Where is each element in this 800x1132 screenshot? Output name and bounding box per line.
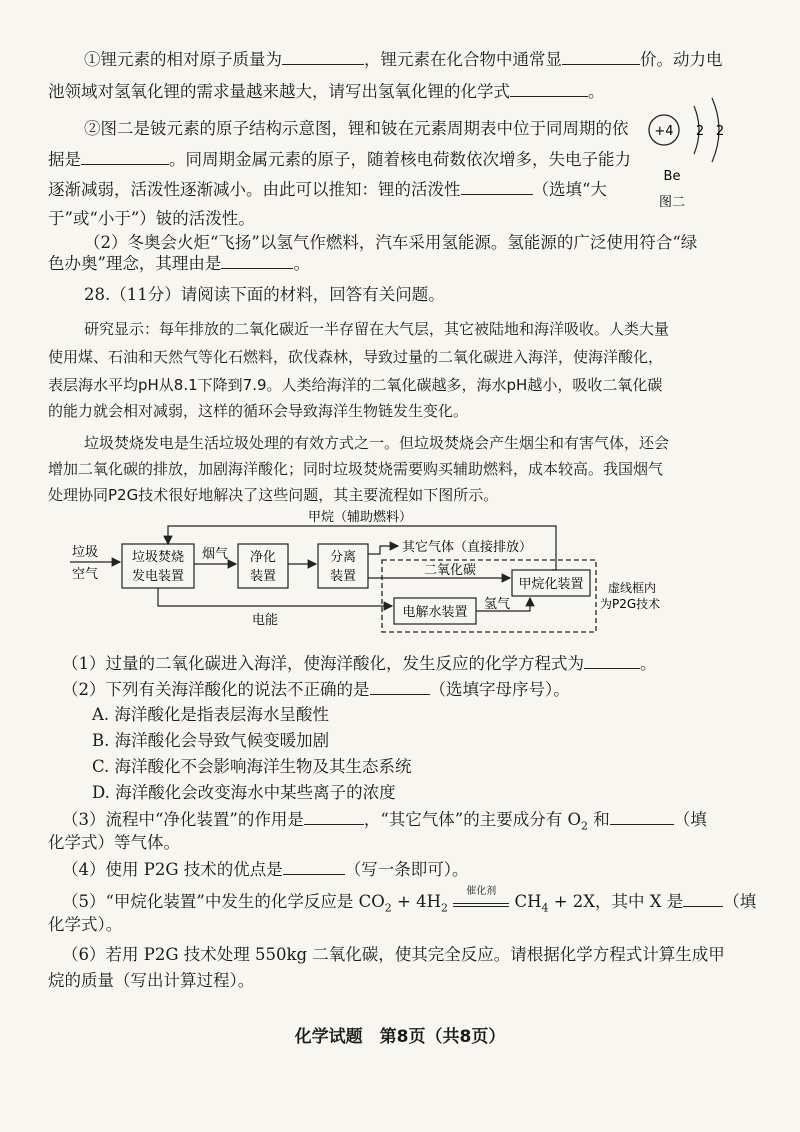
q27-line-3: ②图二是铍元素的原子结构示意图，锂和铍在元素周期表中位于同周期的依: [84, 119, 629, 138]
p2g-note-1: 虚线框内: [608, 581, 657, 595]
p2g-flow-diagram: [60, 506, 720, 638]
q28-sub6: （6）若用 P2G 技术处理 550kg 二氧化碳，使其完全反应。请根据化学方程式计算生成甲: [62, 945, 725, 964]
option-d[interactable]: D. 海洋酸化会改变海水中某些离子的浓度: [92, 783, 396, 802]
answer-blank[interactable]: [304, 808, 364, 825]
answer-blank[interactable]: [683, 890, 723, 907]
answer-blank[interactable]: [461, 178, 533, 195]
answer-blank[interactable]: [81, 148, 169, 165]
shell-1-count: 2: [695, 124, 705, 139]
material-line: 表层海水平均pH从8.1下降到7.9。人类给海洋的二氧化碳越多，海水pH越小，吸收二氧化碳: [48, 376, 663, 394]
answer-blank[interactable]: [562, 48, 640, 65]
beryllium-atom-diagram: [642, 92, 752, 212]
q27-line-1: ①锂元素的相对原子质量为 ，锂元素在化合物中通常显 价。动力电: [84, 50, 723, 69]
material-line: 增加二氧化碳的排放，加剧海洋酸化；同时垃圾焚烧需要购买辅助燃料，成本较高。我国烟气: [48, 460, 664, 478]
q27-sub2-line-1: （2）冬奥会火炬“飞扬”以氢气作燃料，汽车采用氢能源。氢能源的广泛使用符合“绿: [84, 233, 698, 252]
material-line: 处理协同P2G技术很好地解决了这些问题，其主要流程如下图所示。: [48, 486, 499, 504]
option-b[interactable]: B. 海洋酸化会导致气候变暖加剧: [92, 731, 330, 750]
material-line: 垃圾焚烧发电是生活垃圾处理的有效方式之一。但垃圾焚烧会产生烟尘和有害气体，还会: [84, 434, 670, 452]
input-air: 空气: [72, 567, 99, 582]
answer-blank[interactable]: [283, 858, 345, 875]
figure-caption: 图二: [658, 195, 686, 210]
purifier-label-2: 装置: [249, 569, 277, 584]
shell-2-count: 2: [715, 124, 725, 139]
flue-gas-label: 烟气: [202, 547, 229, 562]
methanation-label: 甲烷化装置: [518, 577, 584, 592]
q28-sub3-cont: 化学式）等气体。: [48, 833, 180, 852]
nucleus-charge: +4: [654, 124, 674, 139]
catalyst-arrow: 催化剂: [453, 895, 509, 907]
methane-label: 甲烷（辅助燃料）: [308, 510, 413, 525]
q27-line-2: 池领域对氢氧化锂的需求量越来越大，请写出氢氧化锂的化学式 。: [48, 82, 605, 101]
answer-blank[interactable]: [510, 80, 588, 97]
option-c[interactable]: C. 海洋酸化不会影响海洋生物及其生态系统: [92, 757, 412, 776]
q27-sub2-line-2: 色办奥”理念，其理由是 。: [48, 254, 310, 273]
other-gas-arrow: [368, 546, 398, 554]
q28-sub4: （4）使用 P2G 技术的优点是 （写一条即可）。: [62, 860, 469, 879]
co2-label: 二氧化碳: [424, 563, 477, 578]
element-symbol: Be: [663, 169, 681, 184]
electricity-arrow: [158, 588, 392, 606]
material-line: 使用煤、石油和天然气等化石燃料，砍伐森林，导致过量的二氧化碳进入海洋，使海洋酸化，: [48, 348, 664, 366]
q28-sub2: （2）下列有关海洋酸化的说法不正确的是 （选填字母序号）。: [62, 680, 570, 699]
material-line: 研究显示：每年排放的二氧化碳近一半存留在大气层，其它被陆地和海洋吸收。人类大量: [84, 320, 670, 338]
material-line: 的能力就会相对减弱，这样的循环会导致海洋生物链发生变化。: [48, 402, 469, 420]
electrolysis-label: 电解水装置: [402, 605, 468, 620]
incinerator-label-1: 垃圾焚烧: [131, 550, 185, 565]
q28-sub1: （1）过量的二氧化碳进入海洋，使海洋酸化，发生反应的化学方程式为 。: [62, 654, 657, 673]
q27-line-5: 逐渐减弱，活泼性逐渐减小。由此可以推知：锂的活泼性 （选填“大: [48, 180, 607, 199]
answer-blank[interactable]: [610, 808, 674, 825]
purifier-label-1: 净化: [249, 550, 277, 565]
q28-sub3: （3）流程中“净化装置”的作用是 ，“其它气体”的主要成分有 $O_2$ 和 （填: [62, 810, 707, 833]
hydrogen-label: 氢气: [484, 597, 511, 612]
answer-blank[interactable]: [370, 678, 430, 695]
q28-sub6-cont: 烷的质量（写出计算过程）。: [48, 971, 255, 990]
option-a[interactable]: A. 海洋酸化是指表层海水呈酸性: [92, 705, 329, 724]
q28-sub5: （5）“甲烷化装置”中发生的化学反应是 $CO_2 + 4H_2$ 催化剂 $CH_4 + 2X$，其中 X 是 （填: [62, 886, 757, 915]
q27-line-6: 于”或“小于”）铍的活泼性。: [48, 209, 255, 228]
p2g-note-2: 为P2G技术: [600, 597, 661, 611]
answer-blank[interactable]: [282, 48, 364, 65]
q28-sub5-cont: 化学式）。: [48, 915, 123, 934]
page-footer: 化学试题 第8页（共8页）: [294, 1027, 506, 1047]
input-garbage: 垃圾: [72, 545, 99, 560]
separator-label-2: 装置: [329, 569, 357, 584]
electricity-label: 电能: [252, 613, 279, 628]
q27-line-4: 据是 。同周期金属元素的原子，随着核电荷数依次增多，失电子能力: [48, 150, 631, 169]
other-gas-label: 其它气体（直接排放）: [402, 540, 533, 555]
answer-blank[interactable]: [584, 652, 640, 669]
q28-header: 28.（11分）请阅读下面的材料，回答有关问题。: [84, 285, 445, 304]
answer-blank[interactable]: [221, 252, 293, 269]
incinerator-label-2: 发电装置: [131, 569, 185, 584]
separator-label-1: 分离: [329, 550, 357, 565]
